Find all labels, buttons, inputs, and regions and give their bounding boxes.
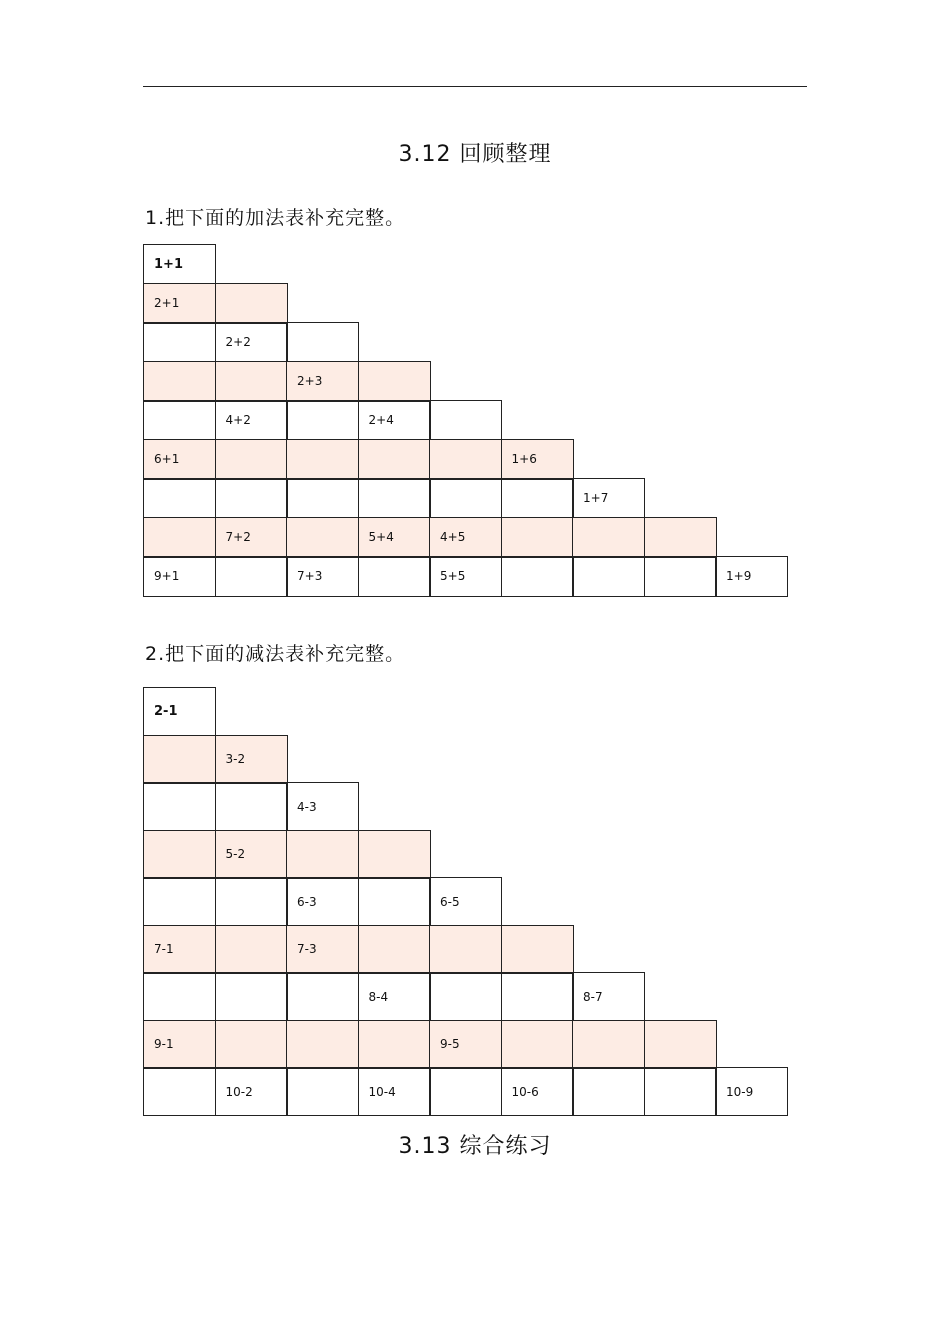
table-cell: 2+2 bbox=[215, 322, 288, 363]
section-title: 3.12 回顾整理 bbox=[398, 142, 552, 167]
blank-cell[interactable] bbox=[143, 735, 216, 784]
table-cell: 10-6 bbox=[501, 1067, 574, 1116]
blank-cell[interactable] bbox=[358, 877, 431, 926]
blank-cell[interactable] bbox=[286, 322, 359, 363]
table-cell: 9-1 bbox=[143, 1020, 216, 1069]
table-cell: 3-2 bbox=[215, 735, 288, 784]
blank-cell[interactable] bbox=[143, 322, 216, 363]
table-cell: 10-2 bbox=[215, 1067, 288, 1116]
blank-cell[interactable] bbox=[358, 556, 431, 597]
blank-cell[interactable] bbox=[644, 1020, 717, 1069]
table-cell: 1+7 bbox=[572, 478, 645, 519]
blank-cell[interactable] bbox=[644, 517, 717, 558]
blank-cell[interactable] bbox=[215, 556, 288, 597]
table-cell: 4+5 bbox=[429, 517, 502, 558]
table-cell: 1+1 bbox=[143, 244, 216, 285]
blank-cell[interactable] bbox=[644, 1067, 717, 1116]
table-row bbox=[143, 556, 787, 595]
blank-cell[interactable] bbox=[429, 925, 502, 974]
table-cell: 4-3 bbox=[286, 782, 359, 831]
table-row bbox=[143, 400, 787, 439]
blank-cell[interactable] bbox=[215, 283, 288, 324]
table-cell: 1+9 bbox=[715, 556, 788, 597]
table-row bbox=[143, 439, 787, 478]
blank-cell[interactable] bbox=[286, 478, 359, 519]
blank-cell[interactable] bbox=[286, 830, 359, 879]
table-cell: 2+1 bbox=[143, 283, 216, 324]
blank-cell[interactable] bbox=[143, 972, 216, 1021]
blank-cell[interactable] bbox=[429, 439, 502, 480]
blank-cell[interactable] bbox=[286, 517, 359, 558]
table-cell: 9-5 bbox=[429, 1020, 502, 1069]
table-row bbox=[143, 1067, 787, 1115]
subtraction-table bbox=[143, 687, 787, 1115]
table-cell: 8-4 bbox=[358, 972, 431, 1021]
table-cell: 4+2 bbox=[215, 400, 288, 441]
blank-cell[interactable] bbox=[501, 556, 574, 597]
blank-cell[interactable] bbox=[215, 972, 288, 1021]
blank-cell[interactable] bbox=[215, 439, 288, 480]
next-section-title: 3.13 综合练习 bbox=[398, 1134, 552, 1159]
blank-cell[interactable] bbox=[358, 439, 431, 480]
table-cell: 7+3 bbox=[286, 556, 359, 597]
blank-cell[interactable] bbox=[644, 556, 717, 597]
table-cell: 9+1 bbox=[143, 556, 216, 597]
blank-cell[interactable] bbox=[143, 400, 216, 441]
table-cell: 5+5 bbox=[429, 556, 502, 597]
question-2: 2.把下面的减法表补充完整。 bbox=[145, 643, 406, 665]
blank-cell[interactable] bbox=[286, 972, 359, 1021]
question-1: 1.把下面的加法表补充完整。 bbox=[145, 207, 406, 229]
blank-cell[interactable] bbox=[215, 478, 288, 519]
table-row bbox=[143, 925, 787, 973]
table-cell: 5+4 bbox=[358, 517, 431, 558]
addition-table bbox=[143, 244, 787, 595]
blank-cell[interactable] bbox=[215, 877, 288, 926]
blank-cell[interactable] bbox=[358, 830, 431, 879]
blank-cell[interactable] bbox=[215, 1020, 288, 1069]
blank-cell[interactable] bbox=[501, 972, 574, 1021]
blank-cell[interactable] bbox=[143, 782, 216, 831]
blank-cell[interactable] bbox=[143, 1067, 216, 1116]
blank-cell[interactable] bbox=[429, 972, 502, 1021]
blank-cell[interactable] bbox=[215, 925, 288, 974]
table-row bbox=[143, 1020, 787, 1068]
table-row bbox=[143, 877, 787, 925]
table-row bbox=[143, 517, 787, 556]
blank-cell[interactable] bbox=[501, 1020, 574, 1069]
table-row bbox=[143, 478, 787, 517]
blank-cell[interactable] bbox=[429, 478, 502, 519]
blank-cell[interactable] bbox=[215, 782, 288, 831]
blank-cell[interactable] bbox=[501, 517, 574, 558]
blank-cell[interactable] bbox=[572, 1067, 645, 1116]
blank-cell[interactable] bbox=[143, 478, 216, 519]
table-row bbox=[143, 244, 787, 283]
top-rule bbox=[143, 86, 807, 87]
blank-cell[interactable] bbox=[572, 556, 645, 597]
table-row bbox=[143, 782, 787, 830]
blank-cell[interactable] bbox=[501, 925, 574, 974]
blank-cell[interactable] bbox=[572, 1020, 645, 1069]
table-row bbox=[143, 361, 787, 400]
blank-cell[interactable] bbox=[358, 925, 431, 974]
table-row bbox=[143, 972, 787, 1020]
table-row bbox=[143, 830, 787, 878]
table-row bbox=[143, 735, 787, 783]
table-cell: 5-2 bbox=[215, 830, 288, 879]
table-row bbox=[143, 687, 787, 735]
blank-cell[interactable] bbox=[429, 400, 502, 441]
table-cell: 10-9 bbox=[715, 1067, 788, 1116]
table-cell: 2+3 bbox=[286, 361, 359, 402]
table-cell: 2-1 bbox=[143, 687, 216, 736]
table-cell: 6-3 bbox=[286, 877, 359, 926]
table-cell: 1+6 bbox=[501, 439, 574, 480]
table-cell: 7+2 bbox=[215, 517, 288, 558]
blank-cell[interactable] bbox=[143, 877, 216, 926]
table-cell: 10-4 bbox=[358, 1067, 431, 1116]
blank-cell[interactable] bbox=[429, 1067, 502, 1116]
blank-cell[interactable] bbox=[143, 830, 216, 879]
blank-cell[interactable] bbox=[143, 517, 216, 558]
table-cell: 8-7 bbox=[572, 972, 645, 1021]
blank-cell[interactable] bbox=[215, 361, 288, 402]
blank-cell[interactable] bbox=[286, 1067, 359, 1116]
blank-cell[interactable] bbox=[501, 478, 574, 519]
blank-cell[interactable] bbox=[358, 478, 431, 519]
blank-cell[interactable] bbox=[286, 439, 359, 480]
table-cell: 6+1 bbox=[143, 439, 216, 480]
blank-cell[interactable] bbox=[572, 517, 645, 558]
table-row bbox=[143, 322, 787, 361]
blank-cell[interactable] bbox=[358, 361, 431, 402]
blank-cell[interactable] bbox=[286, 1020, 359, 1069]
blank-cell[interactable] bbox=[286, 400, 359, 441]
blank-cell[interactable] bbox=[143, 361, 216, 402]
table-cell: 2+4 bbox=[358, 400, 431, 441]
table-cell: 7-1 bbox=[143, 925, 216, 974]
table-row bbox=[143, 283, 787, 322]
table-cell: 7-3 bbox=[286, 925, 359, 974]
table-cell: 6-5 bbox=[429, 877, 502, 926]
blank-cell[interactable] bbox=[358, 1020, 431, 1069]
